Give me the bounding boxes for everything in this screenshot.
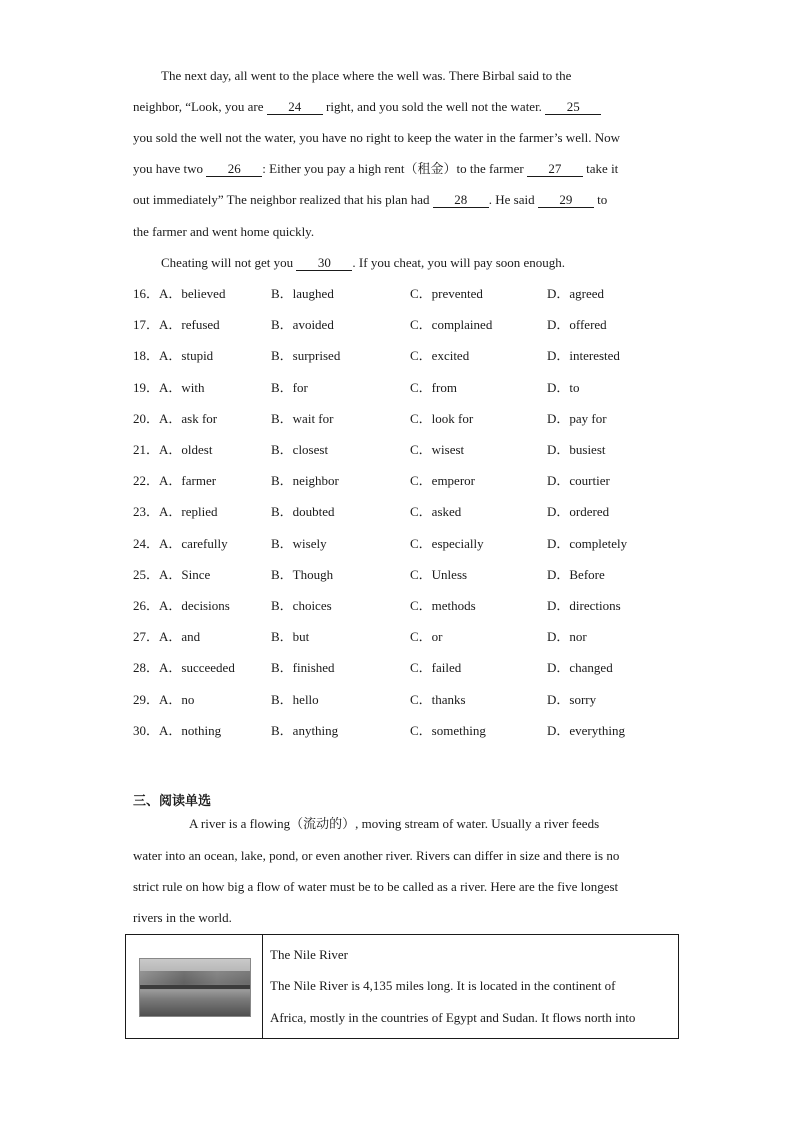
river-description-line-2: Africa, mostly in the countries of Egypt and Sudan. It flows north into [270, 1010, 636, 1025]
option-b: B．wait for [271, 411, 334, 426]
passage-line-4 [133, 160, 618, 178]
option-d: D．offered [547, 317, 607, 332]
river-description-line-1: The Nile River is 4,135 miles long. It is located in the continent of [270, 978, 616, 993]
passage-line-7 [161, 254, 565, 272]
option-b: B．finished [271, 660, 335, 675]
reading-para-line-2: water into an ocean, lake, pond, or even another river. Rivers can differ in size and there is no [133, 848, 620, 863]
option-d: D．courtier [547, 473, 610, 488]
blank-25: 25 [545, 99, 601, 115]
passage-line-3: you sold the well not the water, you have no right to keep the water in the farmer’s well. Now [133, 130, 620, 145]
reading-para-line-3: strict rule on how big a flow of water must be to be called as a river. Here are the five longest [133, 879, 619, 894]
option-c: C．Unless [410, 567, 468, 582]
question-number: 25． [133, 567, 160, 582]
question-row [133, 722, 693, 740]
text-segment: to [593, 192, 608, 207]
option-d: D．agreed [547, 286, 605, 301]
option-a: A．ask for [159, 411, 218, 426]
text-segment: out immediately” The neighbor realized that his plan had [133, 192, 433, 207]
rivers-table [125, 934, 679, 1039]
option-a: A．succeeded [159, 660, 235, 675]
photo-shore [140, 985, 250, 989]
option-c: C．asked [410, 504, 462, 519]
option-d: D．changed [547, 660, 613, 675]
option-a: A．no [159, 692, 195, 707]
option-b: B．avoided [271, 317, 334, 332]
blank-30: 30 [296, 255, 352, 271]
option-d: D．to [547, 380, 580, 395]
question-row [133, 410, 693, 428]
question-row [133, 347, 693, 365]
text-segment: Cheating will not get you [161, 255, 297, 270]
text-cell [263, 935, 679, 1039]
passage-line-2 [133, 98, 601, 116]
question-number-and-option-a [133, 316, 220, 334]
reading-para-line-4: rivers in the world. [133, 910, 232, 925]
question-number: 16． [133, 286, 160, 301]
option-c: C．or [410, 629, 443, 644]
question-row [133, 597, 693, 615]
question-row [133, 285, 693, 303]
question-number: 28． [133, 660, 160, 675]
question-number: 17． [133, 317, 160, 332]
question-number: 22． [133, 473, 160, 488]
option-a: A．oldest [159, 442, 213, 457]
option-b: B．laughed [271, 286, 334, 301]
option-d: D．nor [547, 629, 587, 644]
option-d: D．completely [547, 536, 628, 551]
question-row [133, 379, 693, 397]
option-c: C．from [410, 380, 457, 395]
blank-28: 28 [433, 192, 489, 208]
option-c: C．especially [410, 536, 484, 551]
option-c: C．emperor [410, 473, 475, 488]
question-row [133, 316, 693, 334]
option-c: C．methods [410, 598, 476, 613]
option-c: C．something [410, 723, 486, 738]
option-d: D．sorry [547, 692, 597, 707]
question-number: 30． [133, 723, 160, 738]
question-row [133, 535, 693, 553]
option-b: B．Though [271, 567, 334, 582]
river-title: The Nile River [270, 947, 348, 962]
option-b: B．closest [271, 442, 329, 457]
option-b: B．choices [271, 598, 332, 613]
passage-line-1: The next day, all went to the place where the well was. There Birbal said to the [161, 68, 572, 83]
option-a: A．decisions [159, 598, 230, 613]
nile-river-photo [139, 958, 251, 1017]
text-segment: take it [582, 161, 619, 176]
question-row [133, 472, 693, 490]
question-number: 21． [133, 442, 160, 457]
question-number-and-option-a [133, 628, 200, 646]
option-a: A．Since [159, 567, 211, 582]
question-number: 19． [133, 380, 160, 395]
option-a: A．carefully [159, 536, 228, 551]
question-number: 29． [133, 692, 160, 707]
option-d: D．busiest [547, 442, 606, 457]
option-b: B．doubted [271, 504, 335, 519]
question-number-and-option-a [133, 472, 216, 490]
option-a: A．and [159, 629, 201, 644]
text-segment: . He said [488, 192, 538, 207]
question-number-and-option-a [133, 347, 213, 365]
option-b: B．for [271, 380, 308, 395]
blank-29: 29 [538, 192, 594, 208]
option-a: A．nothing [159, 723, 222, 738]
image-cell [126, 935, 263, 1039]
question-row [133, 566, 693, 584]
question-number-and-option-a [133, 379, 205, 397]
option-c: C．thanks [410, 692, 466, 707]
question-number: 23． [133, 504, 160, 519]
question-number-and-option-a [133, 597, 230, 615]
option-c: C．failed [410, 660, 462, 675]
option-b: B．wisely [271, 536, 327, 551]
question-number-and-option-a [133, 503, 218, 521]
question-number: 18． [133, 348, 160, 363]
blank-26: 26 [206, 161, 262, 177]
question-row [133, 441, 693, 459]
option-c: C．wisest [410, 442, 465, 457]
text-segment: you have two [133, 161, 207, 176]
question-number-and-option-a [133, 535, 228, 553]
option-b: B．but [271, 629, 310, 644]
option-b: B．neighbor [271, 473, 339, 488]
text-segment: right, and you sold the well not the water. [322, 99, 546, 114]
question-row [133, 628, 693, 646]
option-a: A．farmer [159, 473, 217, 488]
passage-line-6: the farmer and went home quickly. [133, 224, 315, 239]
passage-line-5 [133, 191, 607, 209]
question-number: 20． [133, 411, 160, 426]
option-a: A．with [159, 380, 205, 395]
question-row [133, 691, 693, 709]
option-a: A．replied [159, 504, 218, 519]
option-d: D．directions [547, 598, 621, 613]
question-number-and-option-a [133, 566, 210, 584]
question-number-and-option-a [133, 285, 225, 303]
reading-para-line-1: A river is a flowing（流动的）, moving stream of water. Usually a river feeds [189, 816, 600, 831]
question-number-and-option-a [133, 722, 221, 740]
option-b: B．surprised [271, 348, 341, 363]
option-d: D．ordered [547, 504, 610, 519]
blank-27: 27 [527, 161, 583, 177]
question-number: 24． [133, 536, 160, 551]
question-number: 26． [133, 598, 160, 613]
option-c: C．look for [410, 411, 474, 426]
option-c: C．complained [410, 317, 493, 332]
question-row [133, 659, 693, 677]
question-row [133, 503, 693, 521]
question-number-and-option-a [133, 691, 194, 709]
text-segment: : Either you pay a high rent（租金）to the farmer [262, 161, 527, 176]
option-a: A．stupid [159, 348, 214, 363]
question-number-and-option-a [133, 659, 235, 677]
option-d: D．pay for [547, 411, 607, 426]
question-number-and-option-a [133, 441, 212, 459]
option-c: C．excited [410, 348, 470, 363]
text-segment: neighbor, “Look, you are [133, 99, 267, 114]
section-heading: 三、阅读单选 [133, 794, 212, 809]
photo-hills [140, 971, 250, 985]
table-row [126, 935, 679, 1039]
option-d: D．Before [547, 567, 605, 582]
option-a: A．believed [159, 286, 226, 301]
option-a: A．refused [159, 317, 220, 332]
question-number-and-option-a [133, 410, 217, 428]
blank-24: 24 [267, 99, 323, 115]
option-b: B．hello [271, 692, 319, 707]
option-d: D．everything [547, 723, 625, 738]
text-segment: . If you cheat, you will pay soon enough. [352, 255, 566, 270]
question-number: 27． [133, 629, 160, 644]
option-b: B．anything [271, 723, 339, 738]
option-d: D．interested [547, 348, 620, 363]
option-c: C．prevented [410, 286, 483, 301]
